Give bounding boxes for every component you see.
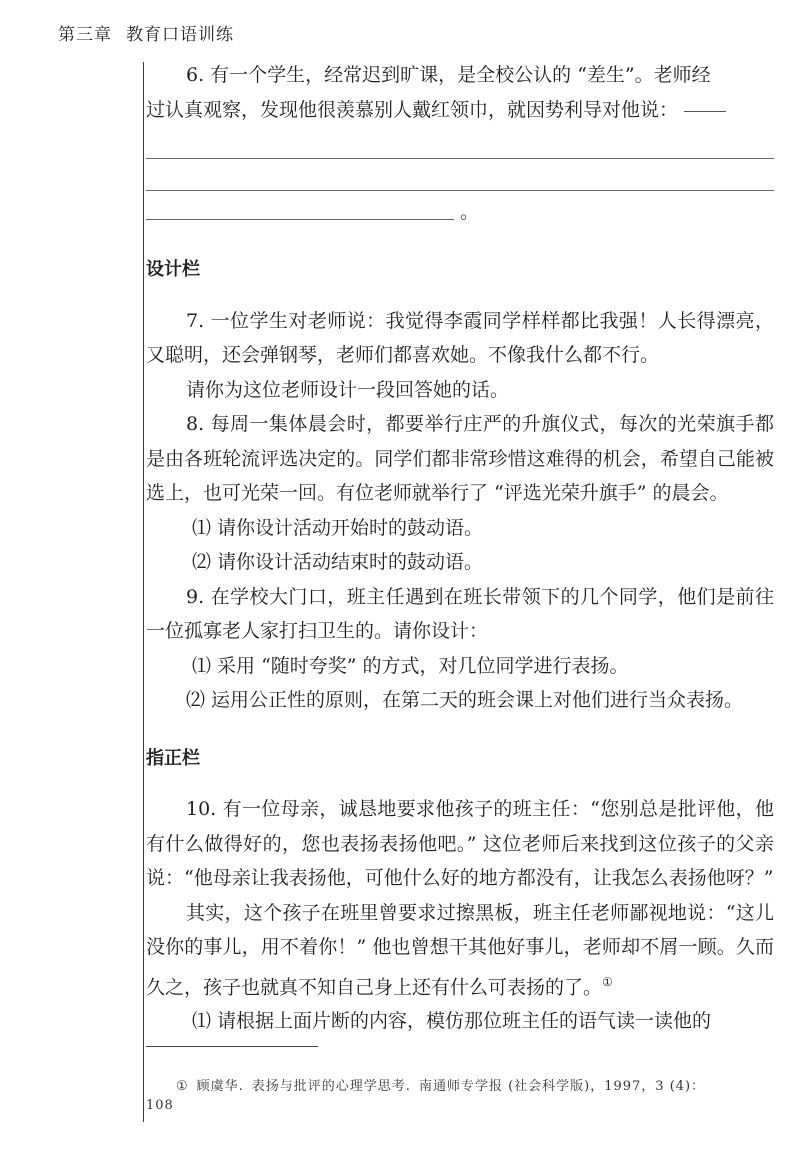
page-body [146,58,774,1039]
q9-sub2: ⑵ 运用公正性的原则，在第二天的班会课上对他们进行当众表扬。 [186,689,744,711]
margin-rule [143,62,144,1122]
q9-sub1: ⑴ 采用 “随时夸奖” 的方式，对几位同学进行表扬。 [192,654,629,677]
q10-para1: 10. 有一位母亲，诚恳地要求他孩子的班主任：“您别总是批评他，他有什么做得好的，您也表扬表扬他吧。” 这位老师后来找到这位孩子的父亲说：“他母亲让我表扬他，可他什么好的地方都没有，让我怎么表扬他呀？” [146,798,774,889]
footnote-title: 表扬与批评的心理学思考. [251,1079,411,1094]
q10-para2-text: 其实，这个孩子在班里曾要求过擦黑板，班主任老师鄙视地说：“这儿没你的事儿，用不着你！” 他也曾想干其他好事儿，老师却不屑一顾。久而久之，孩子也就真不知自己身上还有什么可表扬的了。 [146,901,774,998]
footnote-rule [146,1046,318,1047]
running-header [58,20,234,45]
q10-sub1: ⑴ 请根据上面片断的内容，模仿那位班主任的语气读一读他的 [192,1010,712,1033]
answer-line-segment [146,218,454,220]
q7-task: 请你为这位老师设计一段回答她的话。 [186,378,510,401]
q8-sub1: ⑴ 请你设计活动开始时的鼓动语。 [192,516,484,539]
end-mark: 。 [460,200,480,223]
page-number: 108 [146,1098,174,1113]
section-title-correct: 指正栏 [146,747,200,769]
answer-blank-inline [684,110,726,112]
footnote-marker: ① [176,1079,189,1094]
q6-line2-text: 过认真观察，发现他很羡慕别人戴红领巾，就因势利导对他说： [146,98,679,121]
answer-line-final [146,191,774,229]
q10-para2 [146,896,774,1005]
chapter-title: 教育口语训练 [126,25,234,45]
q6-line2 [146,93,774,128]
answer-line [146,127,774,159]
footnote-author: 顾虞华. [196,1079,244,1094]
footnote [176,1075,776,1094]
chapter-number: 第三章 [58,25,112,45]
footnote-source: 南通师专学报 (社会科学版)，1997，3 (4)： [418,1079,706,1094]
answer-line [146,159,774,191]
q8-sub2: ⑵ 请你设计活动结束时的鼓动语。 [192,551,484,573]
q9-text: 9. 在学校大门口，班主任遇到在班长带领下的几个同学，他们是前往一位孤寡老人家打扫卫生的。请你设计： [146,585,774,642]
footnote-ref: ① [602,974,613,989]
q6-line1: 6. 有一个学生，经常迟到旷课，是全校公认的 “差生”。老师经 [186,64,711,86]
q8-text: 8. 每周一集体晨会时，都要举行庄严的升旗仪式，每次的光荣旗手都是由各班轮流评选决定的。同学们都非常珍惜这难得的机会，希望自己能被选上，也可光荣一回。有位老师就举行了 “评选光荣升旗手” 的晨会。 [146,413,774,504]
q7-text: 7. 一位学生对老师说：我觉得李霞同学样样都比我强！人长得漂亮，又聪明，还会弹钢琴，老师们都喜欢她。不像我什么都不行。 [146,309,774,366]
section-title-design: 设计栏 [146,259,200,280]
